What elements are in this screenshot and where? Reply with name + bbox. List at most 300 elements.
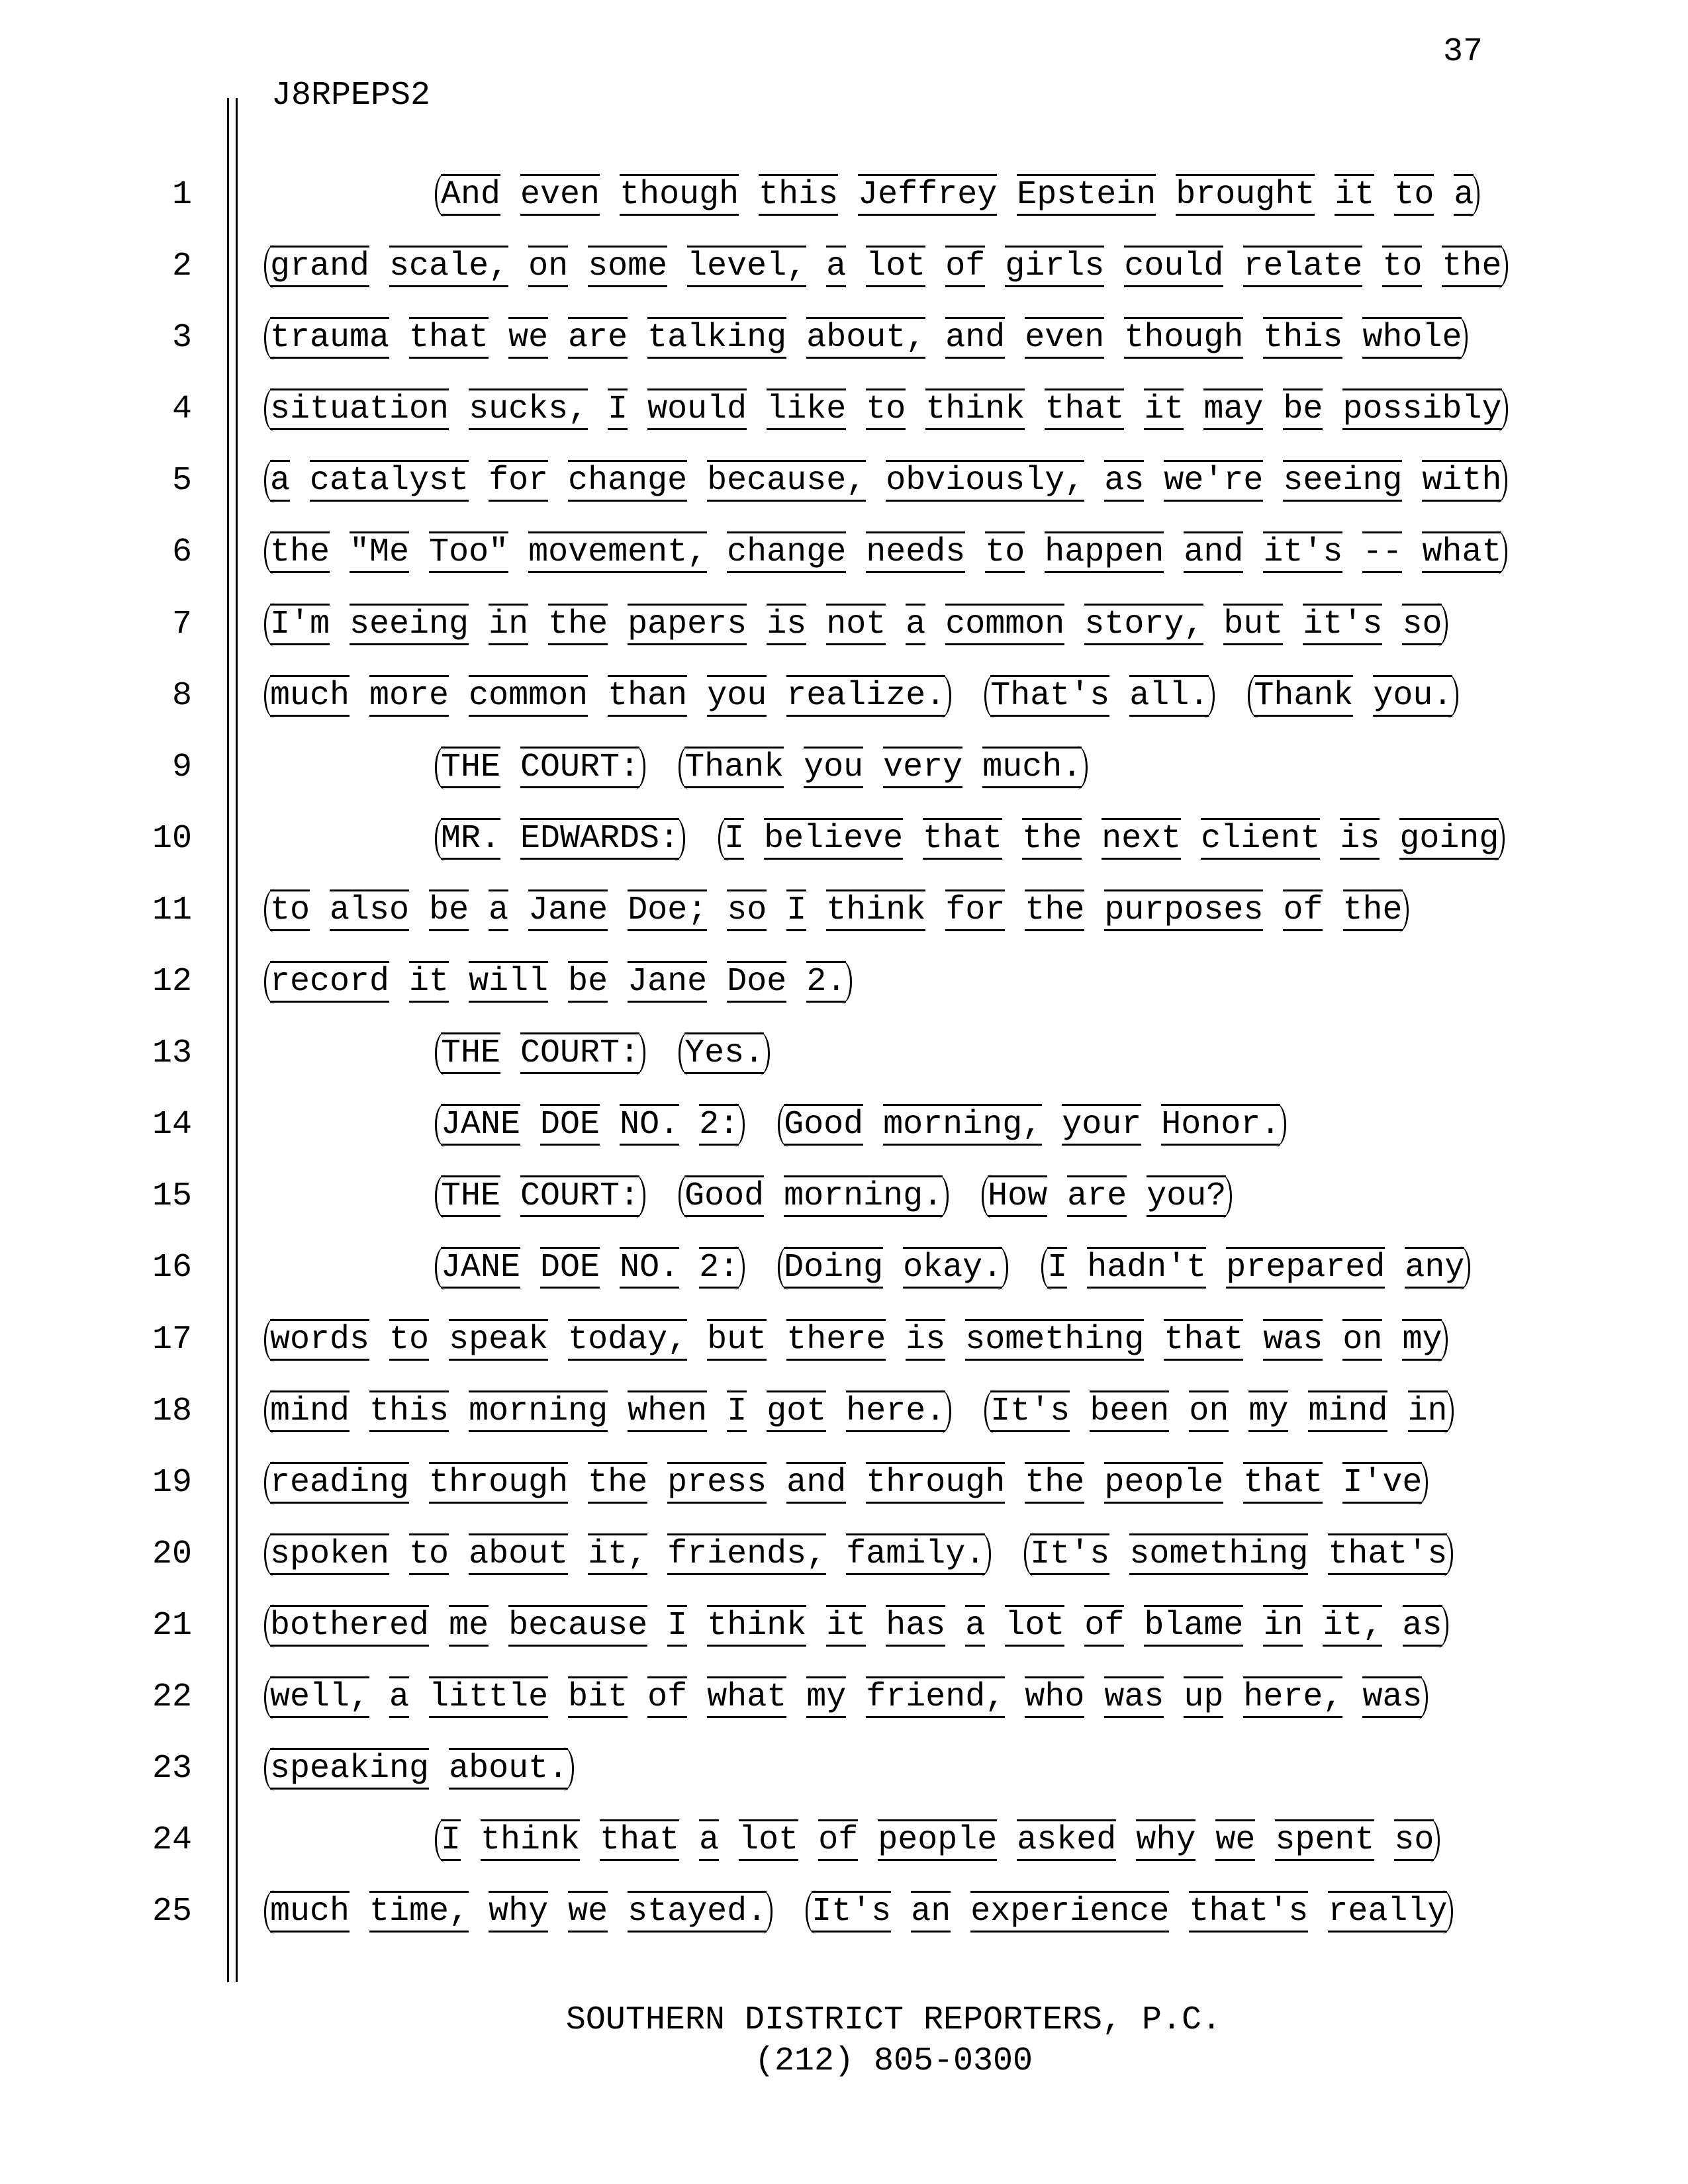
word-box: level,	[687, 246, 806, 287]
word-box: THE	[441, 1175, 500, 1217]
word-box: the	[548, 604, 608, 645]
word-box: obviously,	[886, 460, 1084, 502]
line-text	[264, 302, 1688, 374]
word-box: of	[1084, 1605, 1124, 1647]
word-box: I'm	[270, 604, 330, 645]
line-number: 10	[152, 819, 192, 858]
annotation-capsule	[1041, 1246, 1470, 1290]
transcript-line	[0, 1519, 1688, 1590]
word-box: we	[568, 1891, 608, 1933]
word-box: MR.	[441, 818, 500, 860]
word-box: a	[906, 604, 925, 645]
word-box: I	[667, 1605, 687, 1647]
word-box: to	[985, 531, 1025, 573]
word-box: people	[1104, 1462, 1223, 1504]
annotation-capsule	[679, 1175, 949, 1218]
word-box: even	[1025, 317, 1104, 359]
word-box: Doe;	[628, 889, 707, 931]
word-box: with	[1422, 460, 1501, 502]
word-box: morning,	[883, 1104, 1042, 1146]
line-text	[435, 159, 1688, 231]
word-box: Good	[784, 1104, 863, 1146]
word-box: my	[1248, 1390, 1288, 1432]
annotation-capsule	[718, 817, 1505, 861]
word-box: is	[767, 604, 806, 645]
annotation-capsule	[264, 960, 852, 1004]
word-box: the	[1022, 818, 1082, 860]
word-box: than	[608, 675, 687, 717]
transcript-line	[0, 803, 1688, 875]
word-box: the	[1025, 889, 1084, 931]
line-number: 1	[171, 176, 192, 214]
word-box: well,	[270, 1676, 369, 1718]
word-box: "Me	[350, 531, 409, 573]
transcript-line	[0, 946, 1688, 1018]
word-box: How	[988, 1175, 1047, 1217]
transcript-line	[0, 1590, 1688, 1662]
line-text	[264, 1304, 1688, 1376]
line-number: 3	[171, 319, 192, 357]
word-box: stayed.	[628, 1891, 767, 1933]
word-box: there	[786, 1319, 886, 1361]
word-box: Honor.	[1161, 1104, 1280, 1146]
line-text	[264, 1519, 1688, 1590]
annotation-capsule	[778, 1103, 1286, 1147]
word-box: DOE	[540, 1247, 600, 1289]
word-box: because,	[707, 460, 866, 502]
word-box: it	[1144, 388, 1184, 430]
word-box: the	[1343, 889, 1403, 931]
word-box: today,	[568, 1319, 687, 1361]
word-box: that	[1243, 1462, 1323, 1504]
line-text	[435, 732, 1688, 803]
word-box: Too"	[429, 531, 508, 573]
word-box: common	[945, 604, 1064, 645]
word-box: friends,	[667, 1533, 826, 1575]
word-box: blame	[1144, 1605, 1243, 1647]
transcript-lines	[0, 159, 1688, 1948]
word-box: okay.	[903, 1247, 1002, 1289]
word-box: me	[449, 1605, 489, 1647]
transcript-line	[0, 302, 1688, 374]
word-box: story,	[1084, 604, 1203, 645]
word-box: COURT:	[520, 747, 639, 788]
line-text	[435, 1089, 1688, 1161]
word-box: happen	[1045, 531, 1164, 573]
word-box: would	[647, 388, 747, 430]
word-box: whole	[1362, 317, 1462, 359]
word-box: press	[667, 1462, 767, 1504]
word-box: time,	[369, 1891, 469, 1933]
annotation-capsule	[984, 674, 1215, 718]
transcript-line	[0, 374, 1688, 445]
line-number: 15	[152, 1177, 192, 1216]
word-box: trauma	[270, 317, 389, 359]
word-box: realize.	[786, 675, 945, 717]
word-box: friend,	[866, 1676, 1005, 1718]
word-box: so	[1402, 604, 1442, 645]
word-box: movement,	[528, 531, 707, 573]
word-box: you.	[1373, 675, 1452, 717]
line-text	[264, 660, 1688, 732]
word-box: be	[568, 961, 608, 1003]
reporter-footer	[271, 2000, 1516, 2082]
word-box: change	[568, 460, 687, 502]
word-box: got	[767, 1390, 826, 1432]
line-text	[264, 445, 1688, 517]
word-box: of	[647, 1676, 687, 1718]
word-box: it's	[1303, 604, 1382, 645]
word-box: much.	[982, 747, 1082, 788]
word-box: girls	[1005, 246, 1104, 287]
reporter-phone: (212) 805-0300	[754, 2042, 1033, 2080]
page-number: 37	[1443, 33, 1483, 71]
line-number: 16	[152, 1249, 192, 1287]
annotation-capsule	[679, 746, 1088, 790]
word-box: any	[1405, 1247, 1464, 1289]
word-box: lot	[866, 246, 925, 287]
word-box: prepared	[1226, 1247, 1385, 1289]
annotation-capsule	[264, 388, 1508, 432]
word-box: to	[270, 889, 310, 931]
word-box: was	[1104, 1676, 1164, 1718]
word-box: spent	[1275, 1819, 1374, 1861]
word-box: what	[1422, 531, 1501, 573]
word-box: this	[1263, 317, 1342, 359]
annotation-capsule	[435, 1103, 745, 1147]
word-box: seeing	[350, 604, 469, 645]
annotation-capsule	[1248, 674, 1458, 718]
word-box: even	[520, 174, 600, 216]
annotation-capsule	[264, 889, 1409, 933]
annotation-capsule	[984, 1390, 1453, 1433]
word-box: situation	[270, 388, 449, 430]
word-box: why	[489, 1891, 548, 1933]
word-box: in	[489, 604, 528, 645]
word-box: why	[1136, 1819, 1196, 1861]
word-box: Thank	[684, 747, 784, 788]
line-text	[264, 1733, 1688, 1805]
line-number: 12	[152, 963, 192, 1001]
word-box: that	[600, 1819, 679, 1861]
annotation-capsule	[806, 1890, 1453, 1934]
line-number: 5	[171, 462, 192, 500]
word-box: about.	[449, 1748, 568, 1790]
transcript-line	[0, 875, 1688, 946]
line-number: 22	[152, 1678, 192, 1716]
line-text	[264, 875, 1688, 946]
word-box: something	[1129, 1533, 1308, 1575]
word-box: that	[1045, 388, 1124, 430]
annotation-capsule	[435, 1032, 645, 1075]
word-box: Yes.	[684, 1032, 764, 1074]
word-box: to	[1382, 246, 1422, 287]
word-box: in	[1263, 1605, 1303, 1647]
annotation-capsule	[435, 746, 645, 790]
word-box: here.	[846, 1390, 945, 1432]
word-box: the	[1442, 246, 1501, 287]
word-box: record	[270, 961, 389, 1003]
line-text	[264, 1590, 1688, 1662]
word-box: to	[1394, 174, 1434, 216]
word-box: people	[878, 1819, 997, 1861]
word-box: as	[1104, 460, 1144, 502]
word-box: a	[489, 889, 508, 931]
word-box: that's	[1189, 1891, 1308, 1933]
transcript-line	[0, 1161, 1688, 1232]
word-box: talking	[647, 317, 786, 359]
word-box: I	[724, 818, 744, 860]
word-box: as	[1403, 1605, 1442, 1647]
word-box: you	[707, 675, 767, 717]
word-box: going	[1399, 818, 1499, 860]
word-box: really	[1328, 1891, 1447, 1933]
word-box: the	[1025, 1462, 1084, 1504]
word-box: JANE	[441, 1247, 520, 1289]
word-box: some	[588, 246, 667, 287]
word-box: family.	[846, 1533, 985, 1575]
document-id: J8RPEPS2	[271, 77, 431, 114]
word-box: not	[826, 604, 886, 645]
word-box: my	[1402, 1319, 1442, 1361]
transcript-line	[0, 159, 1688, 231]
word-box: be	[429, 889, 469, 931]
word-box: I	[441, 1819, 461, 1861]
line-number: 13	[152, 1034, 192, 1073]
word-box: next	[1102, 818, 1181, 860]
word-box: it	[1335, 174, 1374, 216]
annotation-capsule	[435, 173, 1479, 217]
word-box: here,	[1243, 1676, 1342, 1718]
word-box: THE	[441, 1032, 500, 1074]
word-box: your	[1062, 1104, 1141, 1146]
word-box: And	[441, 174, 500, 216]
word-box: It's	[990, 1390, 1070, 1432]
word-box: Good	[684, 1175, 764, 1217]
annotation-capsule	[264, 1318, 1448, 1362]
word-box: when	[628, 1390, 707, 1432]
word-box: I	[727, 1390, 747, 1432]
word-box: the	[270, 531, 330, 573]
word-box: that	[409, 317, 489, 359]
line-text	[264, 1376, 1688, 1447]
word-box: possibly	[1342, 388, 1501, 430]
word-box: little	[429, 1676, 548, 1718]
word-box: change	[727, 531, 846, 573]
word-box: bothered	[270, 1605, 429, 1647]
line-text	[264, 231, 1688, 302]
transcript-line	[0, 1304, 1688, 1376]
word-box: we're	[1164, 460, 1263, 502]
word-box: in	[1408, 1390, 1448, 1432]
transcript-line	[0, 1232, 1688, 1304]
line-number: 7	[171, 605, 192, 643]
word-box: was	[1263, 1319, 1323, 1361]
line-text	[435, 1161, 1688, 1232]
word-box: so	[727, 889, 767, 931]
word-box: may	[1203, 388, 1263, 430]
word-box: and	[1184, 531, 1243, 573]
word-box: It's	[1030, 1533, 1109, 1575]
word-box: is	[906, 1319, 945, 1361]
word-box: be	[1283, 388, 1323, 430]
word-box: it's	[1263, 531, 1342, 573]
word-box: a	[826, 246, 846, 287]
line-text	[264, 1876, 1688, 1948]
word-box: morning	[469, 1390, 608, 1432]
reporter-org: SOUTHERN DISTRICT REPORTERS, P.C.	[565, 2001, 1222, 2039]
annotation-capsule	[264, 531, 1507, 574]
transcript-line	[0, 1876, 1688, 1948]
word-box: think	[826, 889, 925, 931]
word-box: what	[707, 1676, 786, 1718]
line-number: 24	[152, 1821, 192, 1860]
word-box: of	[945, 246, 985, 287]
word-box: words	[270, 1319, 369, 1361]
word-box: like	[767, 388, 846, 430]
word-box: but	[1223, 604, 1283, 645]
line-number: 17	[152, 1320, 192, 1359]
word-box: this	[369, 1390, 449, 1432]
word-box: 2:	[699, 1104, 739, 1146]
word-box: I	[786, 889, 806, 931]
line-number: 20	[152, 1535, 192, 1573]
word-box: a	[389, 1676, 409, 1718]
line-number: 6	[171, 533, 192, 572]
word-box: It's	[812, 1891, 891, 1933]
line-text	[264, 374, 1688, 445]
word-box: Jane	[528, 889, 608, 931]
word-box: I	[608, 388, 628, 430]
word-box: up	[1184, 1676, 1223, 1718]
word-box: is	[1340, 818, 1380, 860]
annotation-capsule	[264, 1533, 991, 1576]
word-box: hadn't	[1087, 1247, 1206, 1289]
line-number: 25	[152, 1893, 192, 1931]
word-box: DOE	[540, 1104, 600, 1146]
line-text	[264, 946, 1688, 1018]
word-box: are	[1067, 1175, 1127, 1217]
word-box: it,	[588, 1533, 647, 1575]
word-box: lot	[1005, 1605, 1064, 1647]
word-box: a	[270, 460, 290, 502]
word-box: something	[965, 1319, 1144, 1361]
word-box: that	[923, 818, 1002, 860]
line-text	[435, 803, 1688, 875]
word-box: bit	[568, 1676, 628, 1718]
line-number: 23	[152, 1750, 192, 1788]
word-box: reading	[270, 1462, 409, 1504]
word-box: That's	[990, 675, 1109, 717]
word-box: Doing	[784, 1247, 883, 1289]
word-box: think	[707, 1605, 806, 1647]
word-box: common	[469, 675, 588, 717]
word-box: lot	[739, 1819, 798, 1861]
word-box: are	[568, 317, 628, 359]
transcript-line	[0, 1733, 1688, 1805]
word-box: you	[804, 747, 863, 788]
word-box: that's	[1328, 1533, 1447, 1575]
transcript-line	[0, 1805, 1688, 1876]
line-text	[435, 1232, 1688, 1304]
word-box: mind	[1308, 1390, 1387, 1432]
word-box: THE	[441, 747, 500, 788]
annotation-capsule	[435, 1246, 745, 1290]
transcript-line	[0, 1018, 1688, 1089]
word-box: all.	[1129, 675, 1209, 717]
word-box: could	[1124, 246, 1223, 287]
line-number: 19	[152, 1463, 192, 1502]
word-box: NO.	[620, 1247, 679, 1289]
word-box: purposes	[1104, 889, 1263, 931]
word-box: on	[528, 246, 568, 287]
word-box: of	[818, 1819, 858, 1861]
word-box: also	[330, 889, 409, 931]
word-box: though	[620, 174, 739, 216]
word-box: a	[1454, 174, 1474, 216]
annotation-capsule	[264, 674, 951, 718]
transcript-line	[0, 1447, 1688, 1519]
word-box: for	[489, 460, 548, 502]
line-number: 4	[171, 390, 192, 429]
word-box: much	[270, 675, 350, 717]
word-box: about,	[806, 317, 925, 359]
transcript-line	[0, 231, 1688, 302]
line-number: 8	[171, 676, 192, 715]
word-box: catalyst	[310, 460, 469, 502]
word-box: COURT:	[520, 1175, 639, 1217]
line-number: 18	[152, 1392, 192, 1430]
word-box: you?	[1147, 1175, 1226, 1217]
word-box: a	[965, 1605, 985, 1647]
word-box: relate	[1243, 246, 1362, 287]
transcript-line	[0, 660, 1688, 732]
annotation-capsule	[264, 1461, 1428, 1505]
word-box: 2:	[699, 1247, 739, 1289]
word-box: an	[911, 1891, 951, 1933]
word-box: experience	[970, 1891, 1169, 1933]
line-text	[435, 1805, 1688, 1876]
word-box: through	[866, 1462, 1005, 1504]
word-box: on	[1189, 1390, 1229, 1432]
word-box: client	[1201, 818, 1320, 860]
word-box: EDWARDS:	[520, 818, 679, 860]
word-box: of	[1283, 889, 1323, 931]
line-number: 21	[152, 1606, 192, 1645]
word-box: COURT:	[520, 1032, 639, 1074]
annotation-capsule	[264, 1890, 773, 1934]
annotation-capsule	[264, 1676, 1428, 1719]
word-box: through	[429, 1462, 568, 1504]
word-box: it	[409, 961, 449, 1003]
line-text	[435, 1018, 1688, 1089]
word-box: Epstein	[1017, 174, 1156, 216]
line-number: 14	[152, 1106, 192, 1144]
word-box: JANE	[441, 1104, 520, 1146]
annotation-capsule	[264, 1390, 951, 1433]
line-text	[264, 589, 1688, 660]
word-box: it	[826, 1605, 866, 1647]
word-box: think	[481, 1819, 580, 1861]
word-box: who	[1025, 1676, 1084, 1718]
annotation-capsule	[778, 1246, 1008, 1290]
word-box: morning.	[784, 1175, 943, 1217]
word-box: --	[1362, 531, 1402, 573]
word-box: seeing	[1283, 460, 1402, 502]
word-box: though	[1124, 317, 1243, 359]
word-box: it,	[1323, 1605, 1382, 1647]
word-box: about	[469, 1533, 568, 1575]
